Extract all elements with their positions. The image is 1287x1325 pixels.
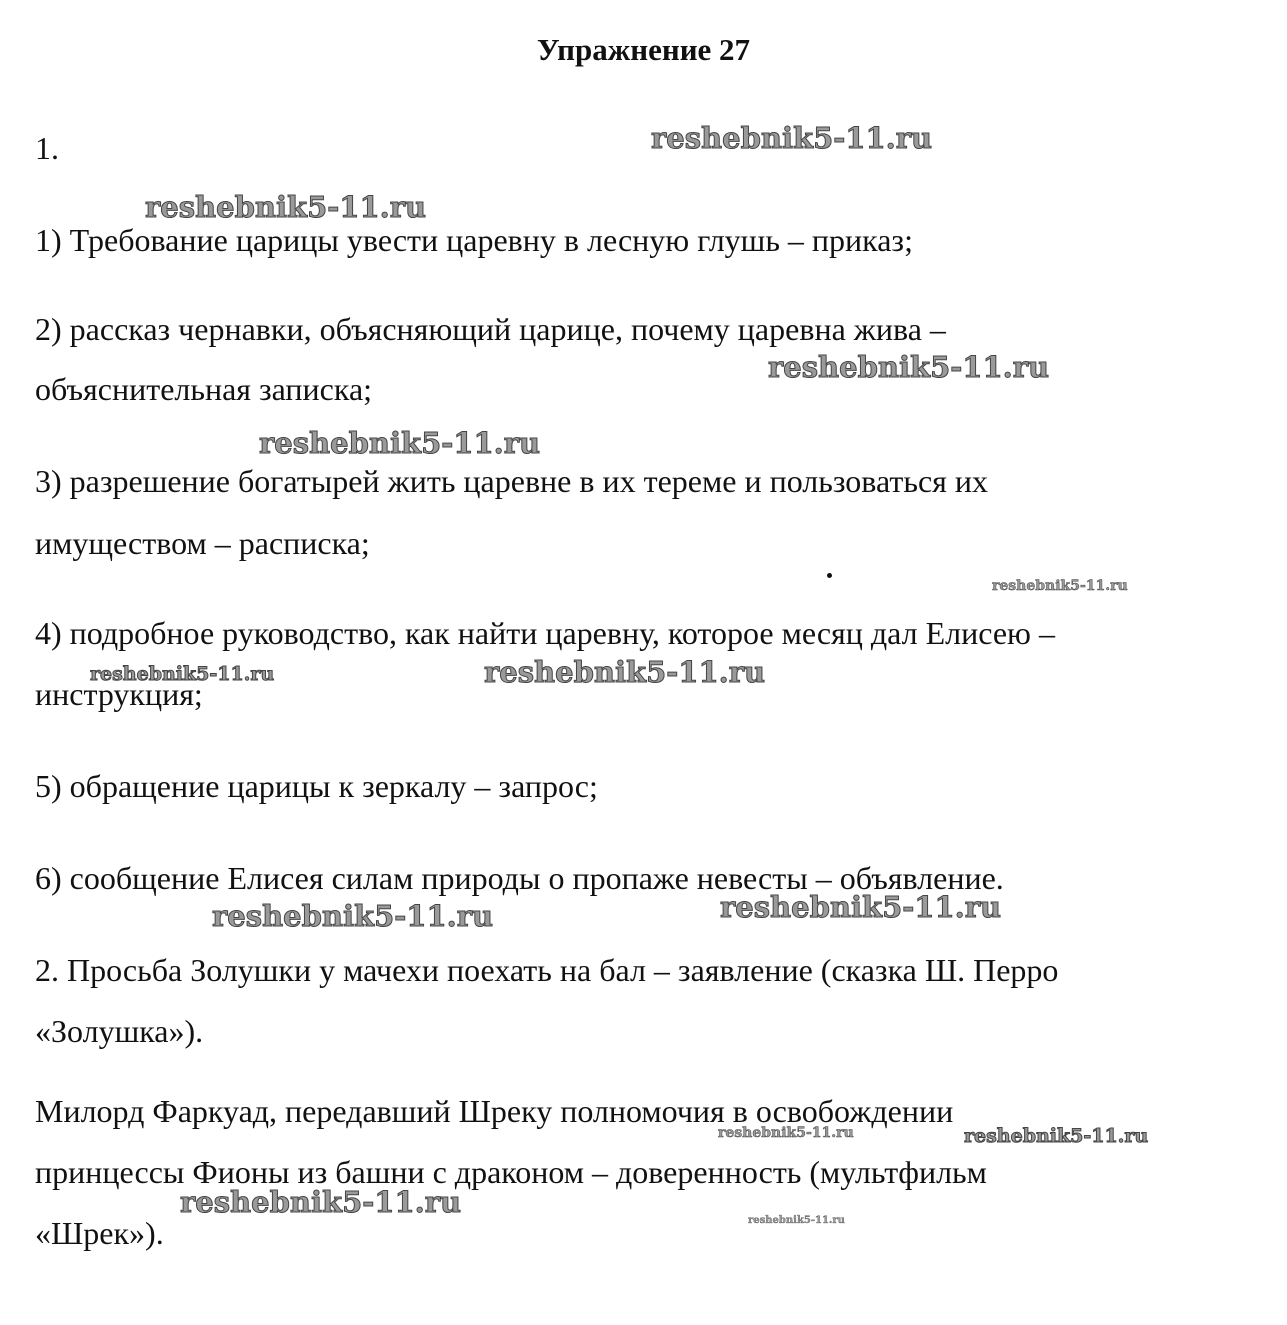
watermark: reshebnik5-11.ru <box>720 890 1002 924</box>
answer-line-4a: 4) подробное руководство, как найти царевну, которое месяц дал Елисею – <box>35 615 1055 651</box>
watermark: reshebnik5-11.ru <box>259 426 541 460</box>
watermark: reshebnik5-11.ru <box>90 663 275 685</box>
watermark: reshebnik5-11.ru <box>145 190 427 224</box>
section-number-1: 1. <box>35 130 59 166</box>
answer-line-1: 1) Требование царицы увести царевну в лесную глушь – приказ; <box>35 222 913 258</box>
stray-dot <box>827 573 832 578</box>
answer-line-7b: «Золушка»). <box>35 1013 204 1049</box>
watermark: reshebnik5-11.ru <box>768 350 1050 384</box>
answer-line-2b: объяснительная записка; <box>35 371 373 407</box>
watermark: reshebnik5-11.ru <box>484 655 766 689</box>
watermark: reshebnik5-11.ru <box>992 578 1128 594</box>
watermark: reshebnik5-11.ru <box>964 1125 1149 1147</box>
answer-line-8a: Милорд Фаркуад, передавший Шреку полномочия в освобождении <box>35 1093 954 1129</box>
watermark: reshebnik5-11.ru <box>651 121 933 155</box>
answer-line-2a: 2) рассказ чернавки, объясняющий царице, почему царевна жива – <box>35 311 946 347</box>
watermark: reshebnik5-11.ru <box>212 899 494 933</box>
watermark: reshebnik5-11.ru <box>180 1185 462 1219</box>
watermark: reshebnik5-11.ru <box>718 1125 854 1141</box>
answer-line-8b: принцессы Фионы из башни с драконом – доверенность (мультфильм <box>35 1154 987 1190</box>
answer-line-4b: инструкция; <box>35 676 203 712</box>
answer-line-3b: имуществом – расписка; <box>35 525 370 561</box>
answer-line-7a: 2. Просьба Золушки у мачехи поехать на бал – заявление (сказка Ш. Перро <box>35 952 1059 988</box>
answer-line-6: 6) сообщение Елисея силам природы о пропаже невесты – объявление. <box>35 860 1004 896</box>
answer-line-8c: «Шрек»). <box>35 1215 164 1251</box>
answer-line-5: 5) обращение царицы к зеркалу – запрос; <box>35 768 598 804</box>
answer-line-3a: 3) разрешение богатырей жить царевне в их тереме и пользоваться их <box>35 463 988 499</box>
page-title: Упражнение 27 <box>536 32 751 67</box>
watermark: reshebnik5-11.ru <box>748 1215 845 1226</box>
